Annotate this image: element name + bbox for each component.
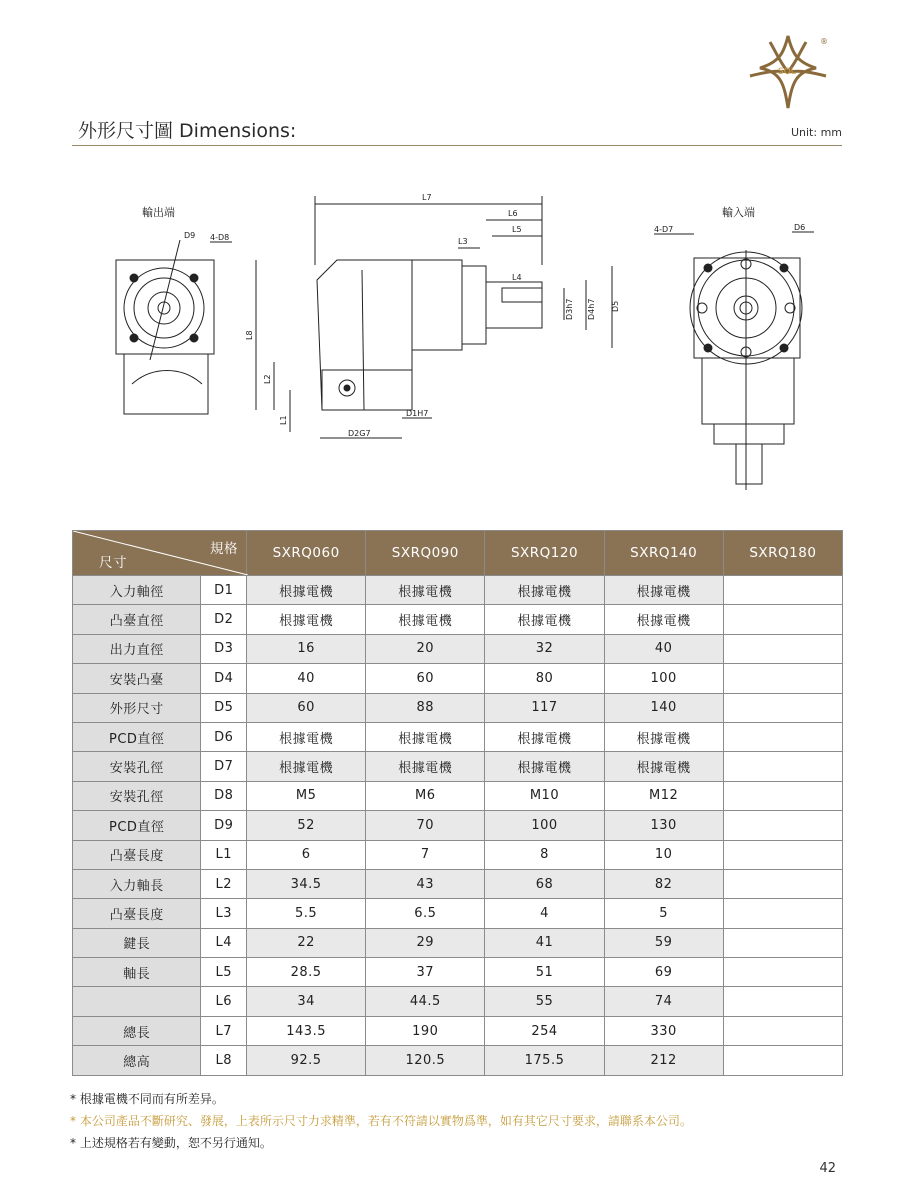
table-row (73, 811, 843, 840)
row-value: 32 (485, 634, 604, 663)
row-code: L1 (201, 840, 247, 869)
row-value: 190 (366, 1016, 485, 1045)
row-name: 安裝孔徑 (73, 781, 201, 810)
svg-text:D3h7: D3h7 (565, 298, 574, 320)
row-value (723, 840, 842, 869)
row-code: L3 (201, 899, 247, 928)
table-row (73, 605, 843, 634)
model-header: SXRQ140 (604, 531, 723, 576)
row-value: 根據電機 (604, 722, 723, 751)
row-name: PCD直徑 (73, 811, 201, 840)
row-value: 130 (604, 811, 723, 840)
row-name: 凸臺長度 (73, 899, 201, 928)
footnotes (70, 1088, 692, 1154)
row-value: 根據電機 (366, 722, 485, 751)
row-value: 根據電機 (485, 576, 604, 605)
row-value: 根據電機 (604, 752, 723, 781)
svg-text:L2: L2 (263, 374, 272, 384)
row-value (723, 576, 842, 605)
row-value: 29 (366, 928, 485, 957)
row-value: 5 (604, 899, 723, 928)
row-name: 總長 (73, 1016, 201, 1045)
row-value: 根據電機 (247, 752, 366, 781)
row-value (723, 899, 842, 928)
row-value: 10 (604, 840, 723, 869)
row-value: 55 (485, 987, 604, 1016)
svg-text:D1H7: D1H7 (406, 409, 429, 418)
row-value (723, 634, 842, 663)
row-value: 69 (604, 958, 723, 987)
table-row (73, 958, 843, 987)
row-value: 51 (485, 958, 604, 987)
row-value: 根據電機 (247, 605, 366, 634)
row-value: 根據電機 (366, 605, 485, 634)
svg-text:D5: D5 (611, 300, 620, 312)
row-value: 20 (366, 634, 485, 663)
row-value: 根據電機 (604, 605, 723, 634)
svg-text:D9: D9 (184, 231, 196, 240)
row-value: 6 (247, 840, 366, 869)
svg-text:L7: L7 (422, 193, 432, 202)
row-value: 52 (247, 811, 366, 840)
row-value: 120.5 (366, 1046, 485, 1075)
row-value: 60 (247, 693, 366, 722)
row-value: 7 (366, 840, 485, 869)
row-value: 根據電機 (366, 752, 485, 781)
row-name: 外形尺寸 (73, 693, 201, 722)
row-value: 59 (604, 928, 723, 957)
svg-text:L8: L8 (245, 330, 254, 340)
table-row (73, 899, 843, 928)
row-value: 6.5 (366, 899, 485, 928)
row-value (723, 869, 842, 898)
row-value: 28.5 (247, 958, 366, 987)
row-code: D4 (201, 664, 247, 693)
row-value (723, 958, 842, 987)
svg-text:D2G7: D2G7 (348, 429, 371, 438)
row-value: 37 (366, 958, 485, 987)
row-value: 根據電機 (247, 722, 366, 751)
page-title: 外形尺寸圖 Dimensions: (78, 120, 297, 142)
svg-text:D4h7: D4h7 (587, 298, 596, 320)
row-value: 根據電機 (485, 605, 604, 634)
row-value: 88 (366, 693, 485, 722)
row-value: 22 (247, 928, 366, 957)
row-name: 安裝凸臺 (73, 664, 201, 693)
row-code: D8 (201, 781, 247, 810)
row-code: D1 (201, 576, 247, 605)
row-value: 根據電機 (485, 752, 604, 781)
row-value: 330 (604, 1016, 723, 1045)
row-value (723, 664, 842, 693)
svg-text:L5: L5 (512, 225, 522, 234)
table-corner-header: 規格 尺寸 (73, 531, 247, 576)
note-1: * 根據電機不同而有所差异。 (70, 1092, 224, 1106)
svg-text:L3: L3 (458, 237, 468, 246)
table-row (73, 576, 843, 605)
dimension-drawing (72, 170, 842, 500)
row-name: 入力軸徑 (73, 576, 201, 605)
row-value: M12 (604, 781, 723, 810)
unit-label: Unit: mm (790, 126, 842, 139)
row-value: 143.5 (247, 1016, 366, 1045)
row-value (723, 605, 842, 634)
input-end-label: 輸入端 (722, 206, 755, 219)
row-value: M10 (485, 781, 604, 810)
note-3: * 上述規格若有變動，恕不另行通知。 (70, 1136, 272, 1150)
table-row (73, 1016, 843, 1045)
row-value: 60 (366, 664, 485, 693)
table-row (73, 987, 843, 1016)
row-code: D9 (201, 811, 247, 840)
title-rule (72, 145, 842, 146)
svg-text:®: ® (820, 37, 828, 46)
table-row (73, 840, 843, 869)
svg-text:L4: L4 (512, 273, 522, 282)
row-value: 70 (366, 811, 485, 840)
model-header: SXRQ120 (485, 531, 604, 576)
svg-text:D6: D6 (794, 223, 806, 232)
output-end-label: 輸出端 (142, 206, 175, 219)
table-row (73, 722, 843, 751)
row-value: 100 (604, 664, 723, 693)
svg-text:4-D7: 4-D7 (654, 225, 674, 234)
row-code: L5 (201, 958, 247, 987)
row-value: M6 (366, 781, 485, 810)
model-header: SXRQ090 (366, 531, 485, 576)
page-number: 42 (819, 1161, 836, 1176)
row-name: 總高 (73, 1046, 201, 1075)
logo-text: SOL (778, 67, 796, 77)
row-value: 5.5 (247, 899, 366, 928)
row-value (723, 1046, 842, 1075)
row-code: L6 (201, 987, 247, 1016)
row-value: 68 (485, 869, 604, 898)
svg-text:L1: L1 (279, 415, 288, 425)
row-code: D6 (201, 722, 247, 751)
row-value: 16 (247, 634, 366, 663)
row-name: 出力直徑 (73, 634, 201, 663)
table-row (73, 634, 843, 663)
row-code: D3 (201, 634, 247, 663)
row-value: 140 (604, 693, 723, 722)
row-value: 4 (485, 899, 604, 928)
row-value (723, 693, 842, 722)
row-name: 鍵長 (73, 928, 201, 957)
table-row (73, 752, 843, 781)
company-logo (740, 32, 836, 112)
row-value: 34 (247, 987, 366, 1016)
row-name: PCD直徑 (73, 722, 201, 751)
row-value: 44.5 (366, 987, 485, 1016)
row-value (723, 781, 842, 810)
row-value: 117 (485, 693, 604, 722)
row-value (723, 987, 842, 1016)
row-value: 82 (604, 869, 723, 898)
row-name (73, 987, 201, 1016)
row-value: 40 (247, 664, 366, 693)
row-value: 40 (604, 634, 723, 663)
svg-text:L6: L6 (508, 209, 518, 218)
row-code: L4 (201, 928, 247, 957)
row-code: D7 (201, 752, 247, 781)
note-2: * 本公司產品不斷研究、發展，上表所示尺寸力求精準，若有不符請以實物爲準，如有其它尺寸要求，請聯系本公司。 (70, 1114, 692, 1128)
row-value: 41 (485, 928, 604, 957)
row-value: 100 (485, 811, 604, 840)
row-value: 根據電機 (485, 722, 604, 751)
row-value: 8 (485, 840, 604, 869)
table-row (73, 1046, 843, 1075)
row-value (723, 1016, 842, 1045)
spec-table (72, 530, 843, 1076)
row-value: 根據電機 (366, 576, 485, 605)
table-row (73, 781, 843, 810)
row-value: 43 (366, 869, 485, 898)
row-value: 212 (604, 1046, 723, 1075)
row-value: 34.5 (247, 869, 366, 898)
row-value: 80 (485, 664, 604, 693)
row-value: 74 (604, 987, 723, 1016)
row-value (723, 722, 842, 751)
row-name: 凸臺直徑 (73, 605, 201, 634)
svg-text:4-D8: 4-D8 (210, 233, 230, 242)
row-name: 凸臺長度 (73, 840, 201, 869)
row-value (723, 928, 842, 957)
row-name: 軸長 (73, 958, 201, 987)
row-value: 根據電機 (247, 576, 366, 605)
row-value: 根據電機 (604, 576, 723, 605)
row-value (723, 811, 842, 840)
table-row (73, 693, 843, 722)
row-value: 254 (485, 1016, 604, 1045)
row-code: L2 (201, 869, 247, 898)
table-row (73, 928, 843, 957)
row-name: 安裝孔徑 (73, 752, 201, 781)
model-header: SXRQ060 (247, 531, 366, 576)
row-code: D5 (201, 693, 247, 722)
row-code: D2 (201, 605, 247, 634)
table-row (73, 664, 843, 693)
row-value: 92.5 (247, 1046, 366, 1075)
row-code: L8 (201, 1046, 247, 1075)
table-row (73, 869, 843, 898)
row-value (723, 752, 842, 781)
row-name: 入力軸長 (73, 869, 201, 898)
model-header: SXRQ180 (723, 531, 842, 576)
row-code: L7 (201, 1016, 247, 1045)
row-value: 175.5 (485, 1046, 604, 1075)
row-value: M5 (247, 781, 366, 810)
